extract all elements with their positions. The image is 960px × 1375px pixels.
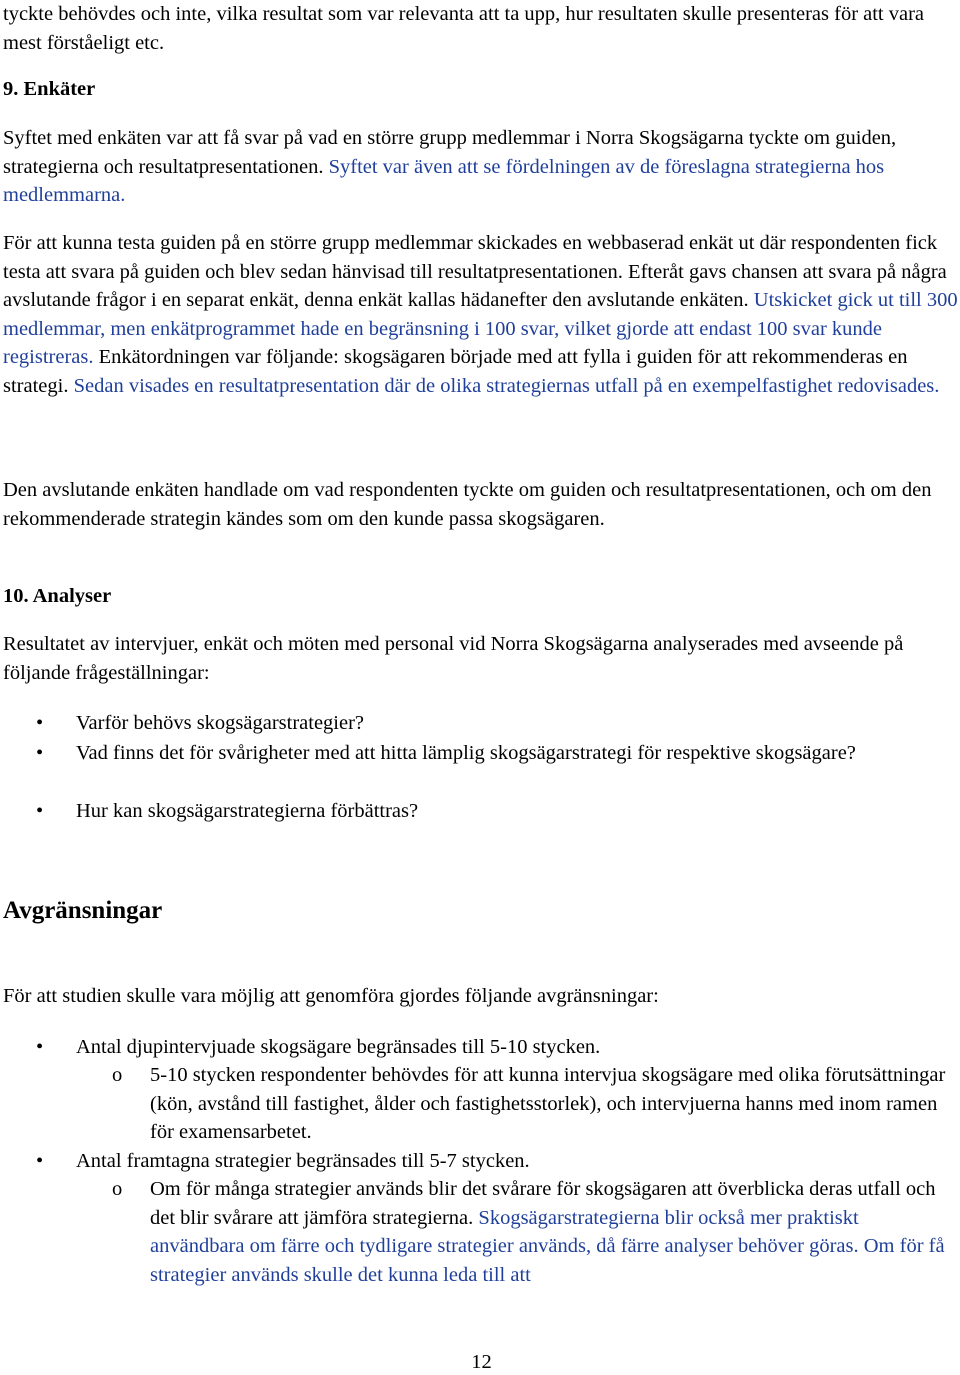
sub-list-item-text: 5-10 stycken respondenter behövdes för att kunna intervjua skogsägare med olika förutsättningar (kön, avstånd till fastighet, ålder och fastighetsstorlek), och intervjuerna hanns med inom ramen för examensarbetet.: [150, 1064, 946, 1144]
sub-list-item-text: [150, 1175, 958, 1289]
avgransningar-intro: För att studien skulle vara möjlig att genomföra gjordes följande avgränsningar:: [3, 985, 659, 1007]
bullet-marker: •: [36, 742, 44, 764]
list-item-text: Antal framtagna strategier begränsades till 5-7 stycken.: [76, 1150, 530, 1172]
section-9-p1-part-b: Syftet var även att se fördelningen av de föreslagna strategierna hos medlemmarna.: [3, 155, 885, 207]
section-9-heading: 9. Enkäter: [3, 78, 96, 100]
bullet-marker: •: [36, 1036, 44, 1058]
avgransningar-heading: Avgränsningar: [3, 897, 163, 924]
page-number: 12: [471, 1351, 492, 1373]
section-10-paragraph-1: Resultatet av intervjuer, enkät och möten med personal vid Norra Skogsägarna analyserades med avseende på följande frågeställningar:: [3, 633, 904, 684]
intro-paragraph: tyckte behövdes och inte, vilka resultat som var relevanta att ta upp, hur resultaten skulle presenteras för att vara mest förståeligt etc.: [3, 3, 925, 54]
sub-list-item-part-b: Skogsägarstrategierna blir också mer praktiskt användbara om färre och tydligare strategier används, då färre analyser behöver göras. Om för få strategier används skulle det kunna leda till att: [150, 1206, 945, 1286]
bullet-marker: •: [36, 1150, 44, 1172]
list-item-text: Varför behövs skogsägarstrategier?: [76, 712, 365, 734]
section-10-heading: 10. Analyser: [3, 585, 112, 607]
list-item-text: Antal djupintervjuade skogsägare begränsades till 5-10 stycken.: [76, 1036, 601, 1058]
section-9-paragraph-1: [3, 124, 958, 210]
bullet-marker: •: [36, 800, 44, 822]
bullet-marker: •: [36, 712, 44, 734]
section-9-paragraph-2: [3, 229, 958, 401]
section-9-p2-part-d: Sedan visades en resultatpresentation där de olika strategiernas utfall på en exempelfastighet redovisades.: [73, 374, 940, 397]
sub-bullet-marker: o: [112, 1178, 123, 1200]
section-9-paragraph-3: Den avslutande enkäten handlade om vad respondenten tyckte om guiden och resultatpresentationen, och om den rekommenderade strategin kändes som om den kunde passa skogsägaren.: [3, 479, 932, 530]
list-item-text: Vad finns det för svårigheter med att hitta lämplig skogsägarstrategi för respektive skogsägare?: [76, 742, 856, 764]
section-9-p2-part-b: Utskicket gick ut till 300 medlemmar, men enkätprogrammet hade en begränsning i 100 svar, vilket gjorde att endast 100 svar kunde registreras.: [3, 289, 958, 369]
section-9-p1-part-a: Syftet med enkäten var att få svar på vad en större grupp medlemmar i Norra Skogsägarna tyckte om guiden, strategierna och resultatpresentationen.: [3, 127, 897, 178]
list-item-text: Hur kan skogsägarstrategierna förbättras?: [76, 800, 419, 822]
section-9-p2-part-a: För att kunna testa guiden på en större grupp medlemmar skickades en webbaserad enkät ut där respondenten fick testa att svara på guiden och blev sedan hänvisad till resultatpresentationen. Efteråt gavs chansen att svara på några avslutande frågor i en separat enkät, denna enkät kallas hädanefter den avslutande enkäten.: [3, 232, 947, 312]
sub-list-item-part-a: Om för många strategier används blir det svårare för skogsägaren att överblicka deras utfall och det blir svårare att jämföra strategierna.: [150, 1178, 936, 1229]
sub-bullet-marker: o: [112, 1064, 123, 1086]
section-9-p2-part-c: Enkätordningen var följande: skogsägaren började med att fylla i guiden för att rekommenderas en strategi.: [3, 346, 908, 397]
